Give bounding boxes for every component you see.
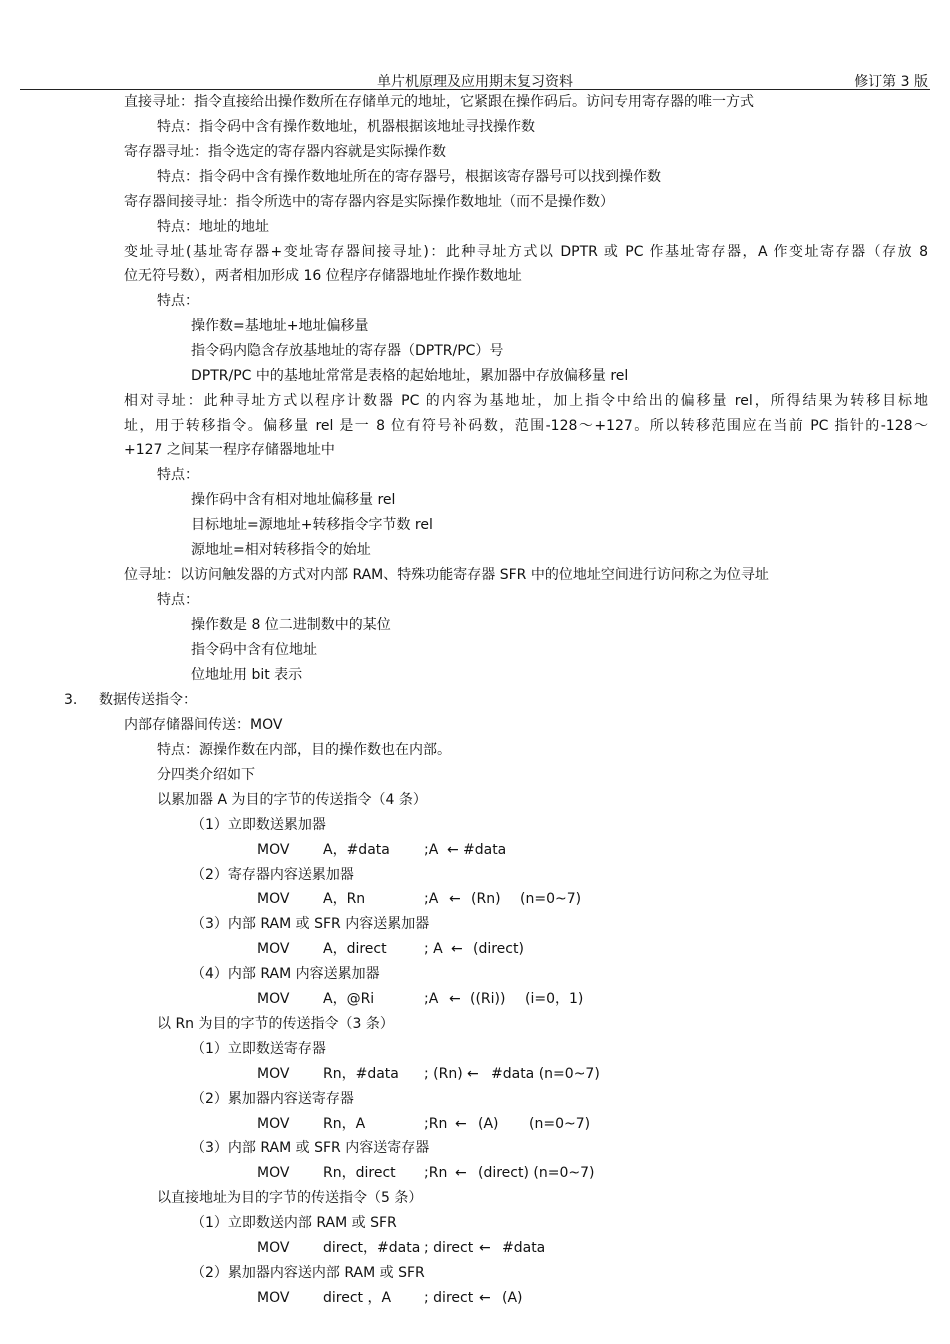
text-line: 特点：指令码中含有操作数地址，机器根据该地址寻找操作数 [157, 119, 535, 135]
text-line: 分四类介绍如下 [157, 767, 255, 783]
code-note: (n=0~7) [520, 891, 582, 907]
text-line: 位寻址：以访问触发器的方式对内部 RAM、特殊功能寄存器 SFR 中的位地址空间进行访问称之为位寻址 [124, 567, 769, 583]
code-op: MOV [257, 1240, 290, 1256]
list-item: （1）立即数送累加器 [191, 817, 326, 833]
arrow-icon: ← [455, 1116, 467, 1132]
text-line: 特点： [157, 293, 199, 309]
code-comment: ; direct [424, 1290, 474, 1306]
code-args: A，Rn [323, 891, 366, 907]
text-line: 特点：地址的地址 [157, 219, 269, 235]
list-item: （2）累加器内容送内部 RAM 或 SFR [191, 1265, 425, 1281]
code-op: MOV [257, 891, 290, 907]
code-note: (i=0，1) [525, 991, 584, 1007]
code-rhs: ((Ri)) [470, 991, 506, 1007]
code-op: MOV [257, 991, 290, 1007]
code-comment: ;A [424, 991, 439, 1007]
code-args: Rn，#data [323, 1066, 399, 1082]
code-comment: ;Rn [424, 1165, 448, 1181]
list-item: （1）立即数送内部 RAM 或 SFR [191, 1215, 397, 1231]
list-item: （2）累加器内容送寄存器 [191, 1091, 354, 1107]
text-line: 特点：源操作数在内部，目的操作数也在内部。 [157, 742, 451, 758]
code-rhs: (Rn) [471, 891, 501, 907]
text-line: 位地址用 bit 表示 [191, 667, 303, 683]
code-args: A，@Ri [323, 991, 375, 1007]
code-rhs: (direct) (n=0~7) [478, 1165, 595, 1181]
code-op: MOV [257, 842, 290, 858]
arrow-icon: ← [451, 941, 463, 957]
page-header-title: 单片机原理及应用期末复习资料 [377, 74, 573, 90]
text-line: 特点： [157, 592, 199, 608]
text-line: 以累加器 A 为目的字节的传送指令（4 条） [157, 792, 427, 808]
code-rhs: #data [502, 1240, 546, 1256]
code-rhs: #data [463, 842, 507, 858]
code-op: MOV [257, 1165, 290, 1181]
code-op: MOV [257, 1116, 290, 1132]
code-args: direct ，A [323, 1290, 392, 1306]
code-comment: ; (Rn) [424, 1066, 463, 1082]
arrow-icon: ← [479, 1290, 491, 1306]
text-line: 以直接地址为目的字节的传送指令（5 条） [157, 1190, 423, 1206]
section-number: 3. [64, 692, 78, 708]
header-rule [20, 89, 930, 90]
arrow-icon: ← [455, 1165, 467, 1181]
code-op: MOV [257, 1290, 290, 1306]
list-item: （3）内部 RAM 或 SFR 内容送累加器 [191, 916, 430, 932]
text-line: 指令码中含有位地址 [191, 642, 317, 658]
text-line: 指令码内隐含存放基地址的寄存器（DPTR/PC）号 [191, 343, 504, 359]
code-rhs: (direct) [473, 941, 524, 957]
code-comment: ;A [424, 891, 439, 907]
arrow-icon: ← [467, 1066, 479, 1082]
code-rhs: (A) [502, 1290, 523, 1306]
text-line: 操作数=基地址+地址偏移量 [191, 318, 369, 334]
text-line: 变址寻址(基址寄存器+变址寄存器间接寻址)：此种寻址方式以 DPTR 或 PC 作基址寄存器，A 作变址寄存器（存放 8 [124, 244, 928, 260]
code-rhs: (A) [478, 1116, 499, 1132]
arrow-icon: ← [479, 1240, 491, 1256]
code-comment: ; A [424, 941, 443, 957]
code-args: direct，#data [323, 1240, 421, 1256]
code-args: A，direct [323, 941, 387, 957]
code-args: Rn，direct [323, 1165, 396, 1181]
code-comment: ;Rn [424, 1116, 448, 1132]
list-item: （2）寄存器内容送累加器 [191, 867, 354, 883]
text-line: 内部存储器间传送：MOV [124, 717, 283, 733]
text-line: 操作数是 8 位二进制数中的某位 [191, 617, 391, 633]
code-comment: ;A [424, 842, 439, 858]
section-title: 数据传送指令： [99, 692, 197, 708]
page-header-revision: 修订第 3 版 [854, 74, 928, 90]
list-item: （3）内部 RAM 或 SFR 内容送寄存器 [191, 1140, 430, 1156]
text-line: 源地址=相对转移指令的始址 [191, 542, 371, 558]
text-line: 位无符号数），两者相加形成 16 位程序存储器地址作操作数地址 [124, 268, 522, 284]
text-line: 址，用于转移指令。偏移量 rel 是一 8 位有符号补码数，范围-128～+127。所以转移范围应在当前 PC 指针的-128～ [124, 418, 928, 434]
text-line: 相对寻址：此种寻址方式以程序计数器 PC 的内容为基地址，加上指令中给出的偏移量 rel，所得结果为转移目标地 [124, 393, 928, 409]
arrow-icon: ← [447, 842, 459, 858]
text-line: 操作码中含有相对地址偏移量 rel [191, 492, 396, 508]
text-line: 目标地址=源地址+转移指令字节数 rel [191, 517, 433, 533]
text-line: 寄存器寻址：指令选定的寄存器内容就是实际操作数 [124, 144, 446, 160]
code-comment: ; direct [424, 1240, 474, 1256]
text-line: 直接寻址：指令直接给出操作数所在存储单元的地址，它紧跟在操作码后。访问专用寄存器的唯一方式 [124, 94, 754, 110]
text-line: 寄存器间接寻址：指令所选中的寄存器内容是实际操作数地址（而不是操作数） [124, 194, 614, 210]
arrow-icon: ← [449, 891, 461, 907]
list-item: （1）立即数送寄存器 [191, 1041, 326, 1057]
text-line: 以 Rn 为目的字节的传送指令（3 条） [157, 1016, 394, 1032]
text-line: DPTR/PC 中的基地址常常是表格的起始地址，累加器中存放偏移量 rel [191, 368, 629, 384]
text-line: 特点：指令码中含有操作数地址所在的寄存器号，根据该寄存器号可以找到操作数 [157, 169, 661, 185]
code-op: MOV [257, 941, 290, 957]
code-args: Rn，A [323, 1116, 366, 1132]
list-item: （4）内部 RAM 内容送累加器 [191, 966, 380, 982]
code-rhs: #data (n=0~7) [491, 1066, 600, 1082]
code-op: MOV [257, 1066, 290, 1082]
text-line: 特点： [157, 467, 199, 483]
code-note: (n=0~7) [529, 1116, 591, 1132]
arrow-icon: ← [449, 991, 461, 1007]
text-line: +127 之间某一程序存储器地址中 [124, 442, 335, 458]
code-args: A，#data [323, 842, 390, 858]
